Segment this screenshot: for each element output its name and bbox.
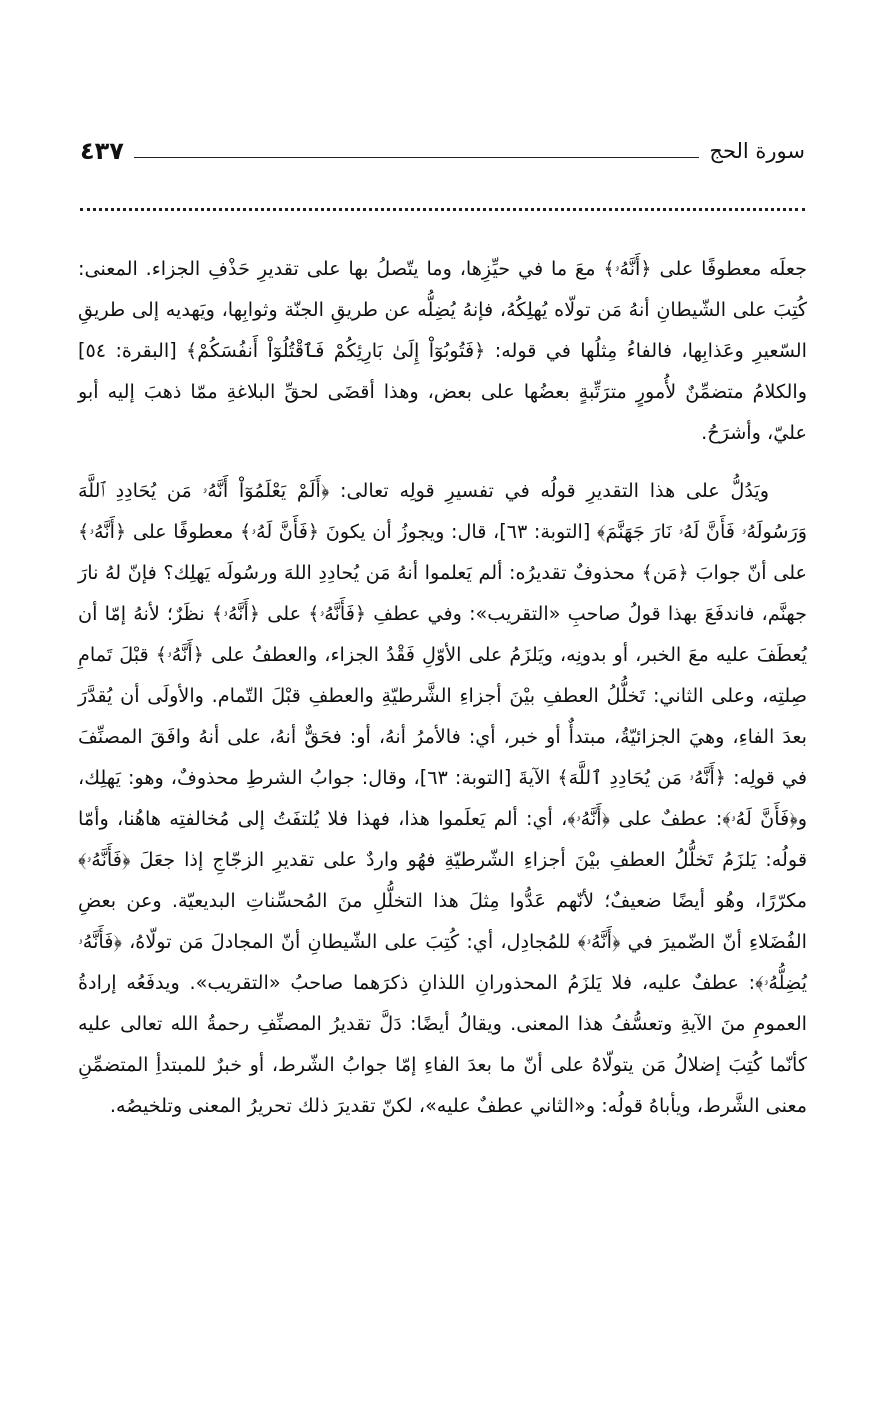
main-text — [78, 248, 807, 1126]
page-number: ٤٣٧ — [80, 137, 124, 165]
header-rule — [134, 157, 699, 158]
surah-title: سورة الحج — [709, 139, 805, 163]
paragraph: ويَدُلُّ على هذا التقديرِ قولُه في تفسيرِ قولِه تعالى: ﴿أَلَمْ يَعْلَمُوٓاْ أَنَّهُۥ مَن يُحَادِدِ ٱللَّهَ وَرَسُولَهُۥ فَأَنَّ لَهُۥ نَارَ جَهَنَّمَ﴾ [التوبة: ٦٣]، قال: ويجوزُ أن يكونَ ﴿فَأَنَّ لَهُۥ﴾ معطوفًا على ﴿أَنَّهُۥ﴾ على أنّ جوابَ ﴿مَن﴾ محذوفٌ تقديرُه: ألم يَعلموا أنهُ مَن يُحادِدِ اللهَ ورسُولَه يَهلِك؟ فإنّ لهُ نارَ جهنَّم، فاندفَعَ بهذا قولُ صاحبِ «التقريب»: وفي عطفِ ﴿فَأَنَّهُۥ﴾ على ﴿أَنَّهُۥ﴾ نظَرٌ؛ لأنهُ إمّا أن يُعطَفَ عليه معَ الخبر، أو بدونِه، ويَلزَمُ على الأوّلِ فَقْدُ الجزاء، والعطفُ على ﴿أَنَّهُۥ﴾ قبْلَ تَمامِ صِلتِه، وعلى الثاني: تَخلُّلُ العطفِ بيْنَ أجزاءِ الشَّرطيّةِ والعطفِ قبْلَ التّمام. والأولَى أن يُقدَّرَ بعدَ الفاءِ، وهيَ الجزائيّةُ، مبتدأٌ أو خبر، أي: فالأمرُ أنهُ، أو: فحَقٌّ أنهُ، على أنهُ وافَقَ المصنِّفَ في قولِه: ﴿أَنَّهُۥ مَن يُحَادِدِ ٱللَّهَ﴾ الآيةَ [التوبة: ٦٣]، وقال: جوابُ الشرطِ محذوفٌ، وهو: يَهلِك، و﴿فَأَنَّ لَهُۥ﴾: عطفٌ على ﴿أَنَّهُۥ﴾، أي: ألم يَعلَموا هذا، فهذا فلا يُلتفَتُ إلى مُخالفتِه هاهُنا، وأمّا قولُه: يَلزَمُ تَخلُّلُ العطفِ بيْنَ أجزاءِ الشّرطيّةِ فهُو واردٌ على تقديرِ الزجّاجِ إذا جعَلَ ﴿فَأَنَّهُۥ﴾ مكرّرًا، وهُو أيضًا ضعيفٌ؛ لأنّهم عَدُّوا مِثلَ هذا التخلُّلِ منَ المُحسِّناتِ البديعيّة. وعن بعضِ الفُضَلاءِ أنّ الضّميرَ في ﴿أَنَّهُۥ﴾ للمُجادِل، أي: كُتِبَ على الشّيطانِ أنّ المجادلَ مَن تولّاهُ، ﴿فَأَنَّهُۥ يُضِلُّهُۥ﴾: عطفٌ عليه، فلا يَلزَمُ المحذورانِ اللذانِ ذكرَهما صاحبُ «التقريب». ويدفَعُه إرادةُ العمومِ منَ الآيةِ وتعسُّفُ هذا المعنى. ويقالُ أيضًا: دَلَّ تقديرُ المصنِّفِ رحمةُ الله تعالى عليه كأنّما كُتِبَ إضلالُ مَن يتولّاهُ على أنّ ما بعدَ الفاءِ إمّا جوابُ الشّرط، أو خبرٌ للمبتدأِ المتضمِّنِ معنى الشَّرط، ويأباهُ قولُه: و«الثاني عطفٌ عليه»، لكنّ تقديرَ ذلك تحريرُ المعنى وتلخيصُه. — [78, 479, 807, 1117]
dotted-separator — [80, 208, 805, 211]
paragraph: جعلَه معطوفًا على ﴿أَنَّهُۥ﴾ معَ ما في حيِّزِها، وما يتّصلُ بها على تقديرِ حَذْفِ الجزاء. المعنى: كُتِبَ على الشّيطانِ أنهُ مَن تولّاه يُهلِكُهُ، فإنهُ يُضِلُّه عن طريقِ الجنّة وثوابِها، ويَهديه إلى طريقِ السّعيرِ وعَذابِها، فالفاءُ مِثلُها في قوله: ﴿فَتُوبُوٓاْ إِلَىٰ بَارِئِكُمْ فَٱقْتُلُوٓاْ أَنفُسَكُمْ﴾ [البقرة: ٥٤] والكلامُ متضمِّنٌ لأُمورٍ مترَتِّبةٍ بعضُها على بعض، وهذا أقضَى لحقِّ البلاغةِ ممّا ذهبَ إليه أبو عليّ، وأشرَحُ. — [78, 257, 807, 444]
page-header — [80, 126, 805, 166]
